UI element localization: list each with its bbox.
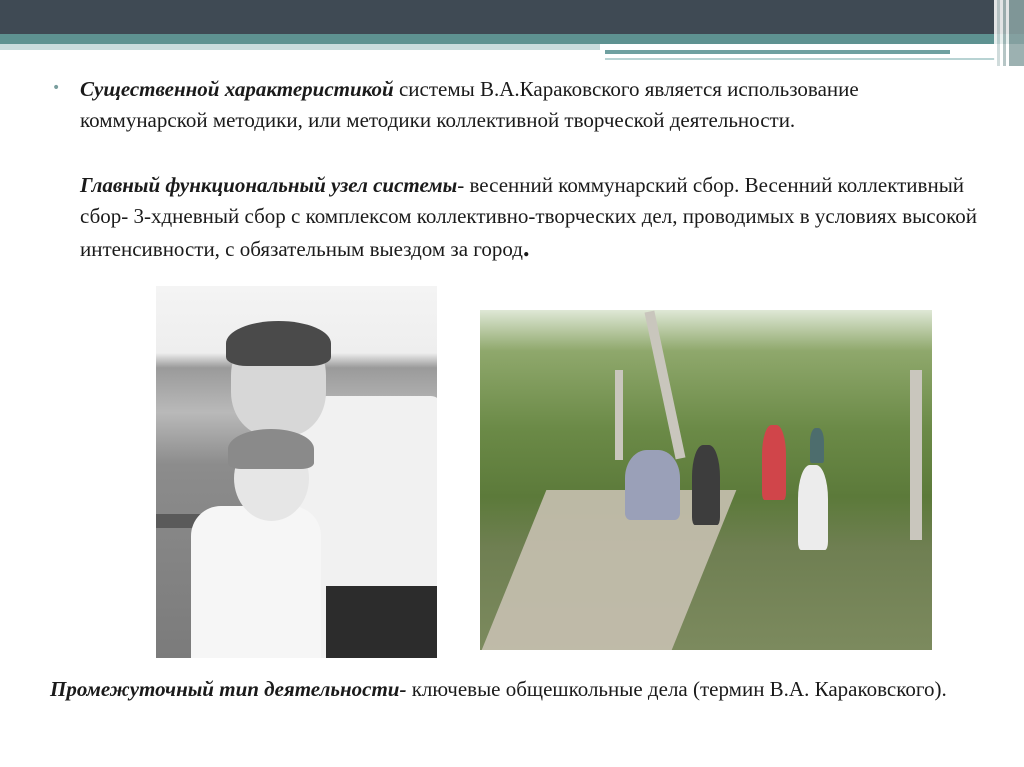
- paragraph-characteristic: [80, 74, 980, 136]
- paragraph-main-node-lead: Главный функциональный узел системы: [80, 173, 458, 197]
- header-edge-stripes: [994, 0, 1024, 66]
- photo2-tree-trunk: [645, 311, 686, 460]
- photo1-child-body: [191, 506, 321, 658]
- paragraph-main-node: [80, 170, 1010, 265]
- photo2-person: [798, 465, 828, 550]
- paragraph-main-node-period: .: [522, 233, 530, 262]
- paragraph-intermediate-type: [50, 674, 1000, 705]
- photo2-tree-trunk: [910, 370, 922, 540]
- paragraph-intermediate-type-lead: Промежуточный тип деятельности-: [50, 677, 407, 701]
- paragraph-characteristic-text: системы В.А.Караковского является использование коммунарской методики, или методики коллективной творческой деятельности.: [80, 77, 859, 132]
- header-teal-band: [0, 34, 1024, 44]
- photo1-dark-trousers: [326, 586, 437, 658]
- header-light-band: [0, 44, 600, 50]
- photo1-child-hair: [228, 429, 314, 469]
- photo2-person: [762, 425, 786, 500]
- paragraph-characteristic-lead: Существенной характеристикой: [80, 77, 394, 101]
- paragraph-main-node-text: - весенний коммунарский сбор. Весенний коллективный сбор- 3-хдневный сбор с комплексом коллективно-творческих дел, проводимых в условиях высокой интенсивности, с обязательным выездом за город: [80, 173, 977, 261]
- photo2-person: [810, 428, 824, 463]
- header-accent-line: [605, 50, 950, 54]
- photo-karakovsky-with-child: [156, 286, 437, 658]
- photo2-person: [625, 450, 680, 520]
- paragraph-intermediate-type-text: ключевые общешкольные дела (термин В.А. Караковского).: [406, 677, 947, 701]
- photo1-man-hair: [226, 321, 331, 366]
- header-bar: [0, 0, 1024, 34]
- photo-children-park-cleanup: [480, 310, 932, 650]
- photo2-person: [692, 445, 720, 525]
- bullet-marker: •: [52, 80, 61, 96]
- photo2-tree-trunk: [615, 370, 623, 460]
- header-accent-line-thin: [605, 58, 995, 60]
